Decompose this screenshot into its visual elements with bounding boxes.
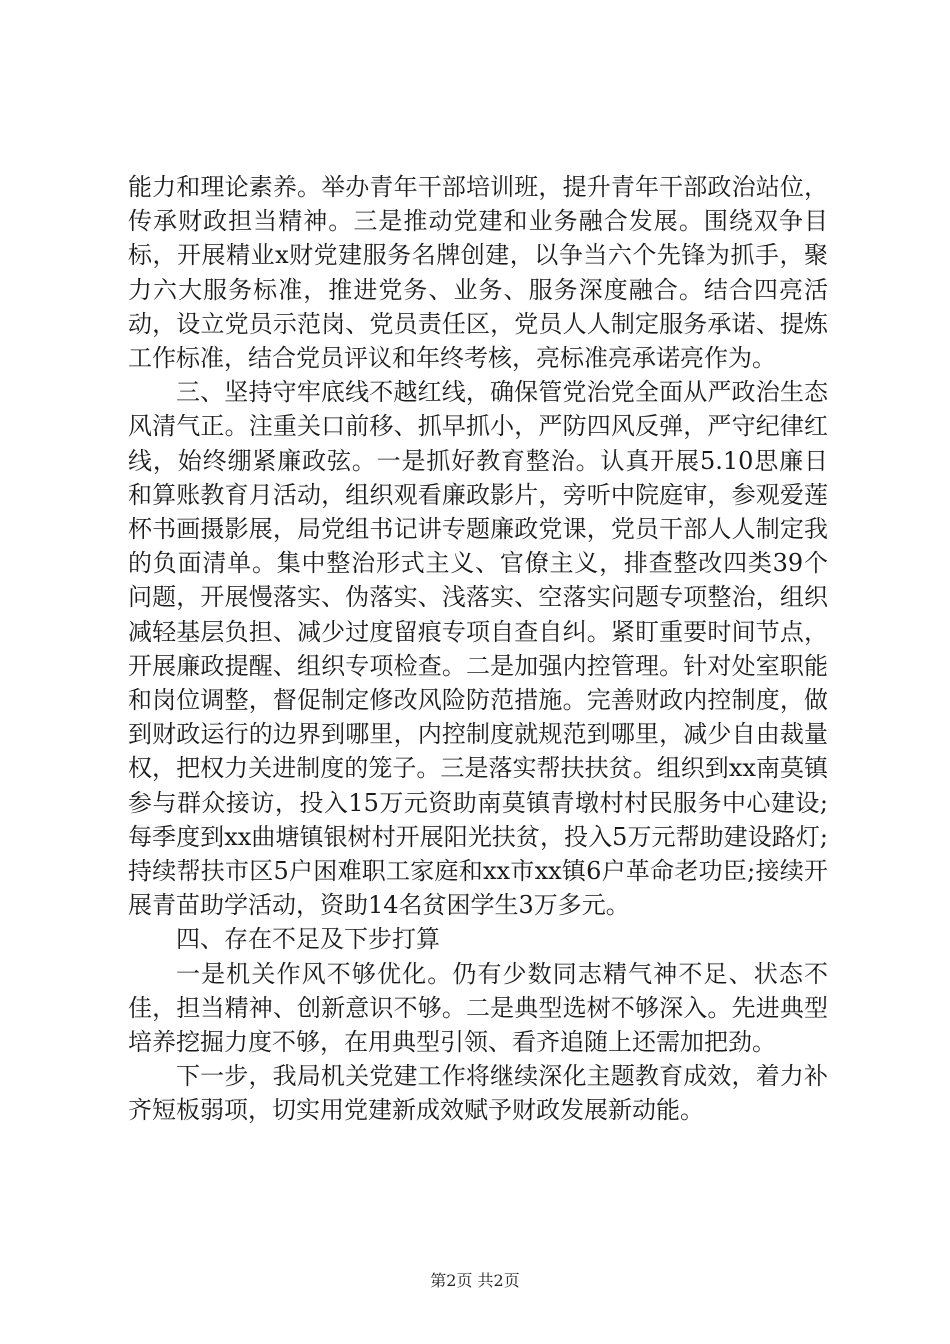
section-heading-four: 四、存在不足及下步打算 bbox=[176, 925, 440, 954]
paragraph-shortcomings: 一是机关作风不够优化。仍有少数同志精气神不足、状态不佳，担当精神、创新意识不够。二是典型选树不够深入。先进典型培养挖掘力度不够，在用典型引领、看齐追随上还需加把劲。 bbox=[128, 959, 828, 1057]
paragraph-section-three: 三、坚持守牢底线不越红线，确保管党治党全面从严政治生态风清气正。注重关口前移、抓早抓小，严防四风反弹，严守纪律红线，始终绷紧廉政弦。一是抓好教育整治。认真开展5.10思廉日和算账教育月活动，组织观看廉政影片，旁听中院庭审，参观爱莲杯书画摄影展，局党组书记讲专题廉政党课，党员干部人人制定我的负面清单。集中整治形式主义、官僚主义，排查整改四类39个问题，开展慢落实、伪落实、浅落实、空落实问题专项整治，组织减轻基层负担、减少过度留痕专项自查自纠。紧盯重要时间节点，开展廉政提醒、组织专项检查。二是加强内控管理。针对处室职能和岗位调整，督促制定修改风险防范措施。完善财政内控制度，做到财政运行的边界到哪里，内控制度就规范到哪里，减少自由裁量权，把权力关进制度的笼子。三是落实帮扶扶贫。组织到xx南莫镇参与群众接访，投入15万元资助南莫镇青墩村村民服务中心建设;每季度到xx曲塘镇银树村开展阳光扶贫，投入5万元帮助建设路灯;持续帮扶市区5户困难职工家庭和xx市xx镇6户革命老功臣;接续开展青苗助学活动，资助14名贫困学生3万多元。 bbox=[128, 378, 828, 920]
paragraph-continuation: 能力和理论素养。举办青年干部培训班，提升青年干部政治站位，传承财政担当精神。三是推动党建和业务融合发展。围绕双争目标，开展精业x财党建服务名牌创建，以争当六个先锋为抓手，聚力六大服务标准，推进党务、业务、服务深度融合。结合四亮活动，设立党员示范岗、党员责任区，党员人人制定服务承诺、提炼工作标准，结合党员评议和年终考核，亮标准亮承诺亮作为。 bbox=[128, 173, 828, 373]
paragraph-next-steps: 下一步，我局机关党建工作将继续深化主题教育成效，着力补齐短板弱项，切实用党建新成效赋予财政发展新动能。 bbox=[128, 1062, 828, 1125]
document-body bbox=[128, 170, 828, 1128]
page-footer: 第2页 共2页 bbox=[430, 1271, 520, 1290]
